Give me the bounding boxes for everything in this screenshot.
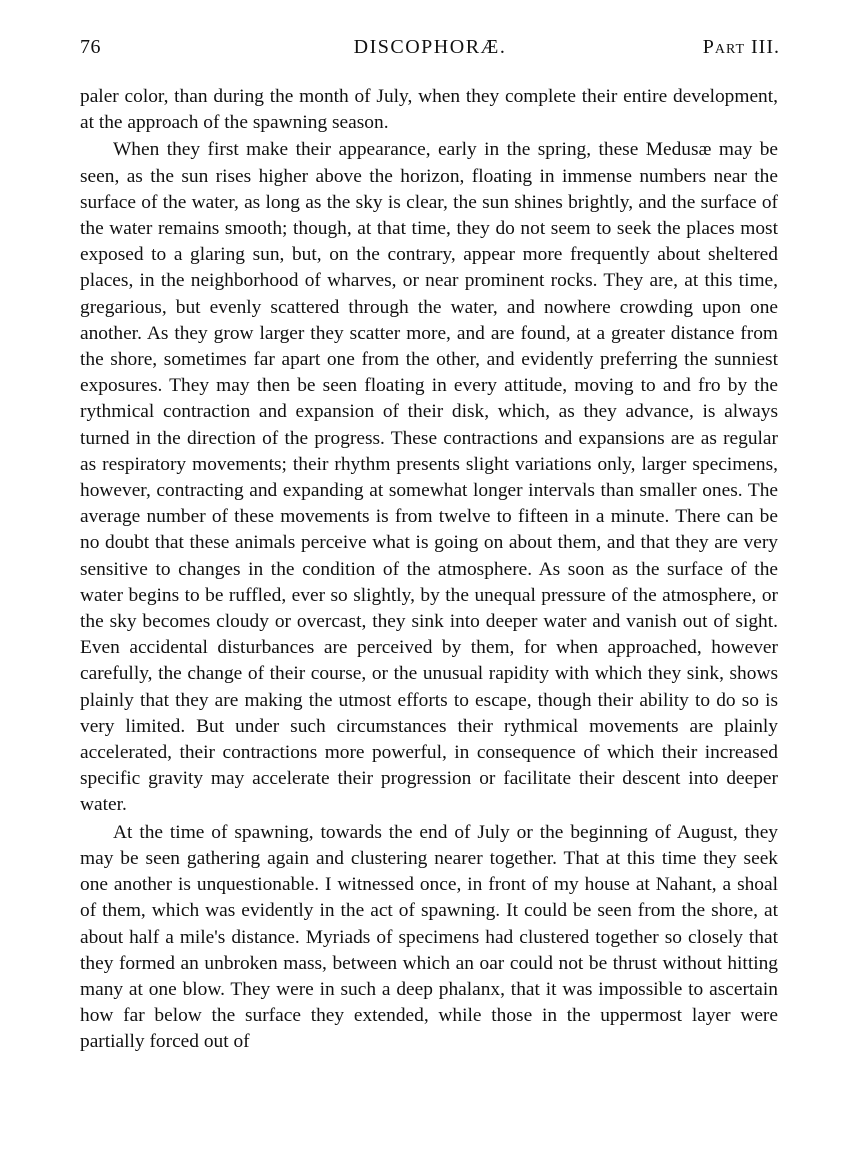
part-label: Part III. [702,36,780,58]
body-text [80,84,778,1056]
running-title: DISCOPHORÆ. [353,36,507,58]
paragraph: At the time of spawning, towards the end of July or the beginning of August, they may be seen gathering again and clustering nearer together. That at this time they seek one another is unquestionable. I witnessed once, in front of my house at Nahant, a shoal of them, which was evidently in the act of spawning. It could be seen from the shore, at about half a mile's distance. Myriads of specimens had clustered together so closely that they formed an unbroken mass, between which an oar could not be thrust without hitting many at one blow. They were in such a deep phalanx, that it was impossible to ascertain how far below the surface they extended, while those in the uppermost layer were partially forced out of [80,821,778,1053]
paragraph: When they first make their appearance, early in the spring, these Medusæ may be seen, as the sun rises higher above the horizon, floating in immense numbers near the surface of the water, as long as the sky is clear, the sun shines brightly, and the surface of the water remains smooth; though, at that time, they do not seem to seek the places most exposed to a glaring sun, but, on the contrary, appear more frequently about sheltered places, in the neighborhood of wharves, or near prominent rocks. They are, at this time, gregarious, but evenly scattered through the water, and nowhere crowding upon one another. As they grow larger they scatter more, and are found, at a greater distance from the shore, sometimes far apart one from the other, and evidently preferring the sunniest exposures. They may then be seen floating in every attitude, moving to and fro by the rythmical contraction and expansion of their disk, which, as they advance, is always turned in the direction of the progress. These contractions and expansions are as regular as respiratory movements; their rhythm presents slight variations only, larger specimens, however, contracting and expanding at somewhat longer intervals than smaller ones. The average number of these movements is from twelve to fifteen in a minute. There can be no doubt that these animals perceive what is going on about them, and that they are very sensitive to changes in the condition of the atmosphere. As soon as the surface of the water begins to be ruffled, ever so slightly, by the unequal pressure of the atmosphere, or the sky becomes cloudy or overcast, they sink into deeper water and vanish out of sight. Even accidental disturbances are perceived by them, for when approached, however carefully, the change of their course, or the unusual rapidity with which they sink, shows plainly that they are making the utmost efforts to escape, though their ability to do so is very limited. But under such circumstances their rythmical movements are plainly accelerated, their contractions more powerful, in consequence of which their increased specific gravity may accelerate their progression or facilitate their descent into deeper water. [80,139,778,816]
page-number: 76 [80,36,101,58]
page-header [80,36,780,66]
paragraph-continued: paler color, than during the month of July, when they complete their entire development, at the approach of the spawning season. [80,86,778,134]
